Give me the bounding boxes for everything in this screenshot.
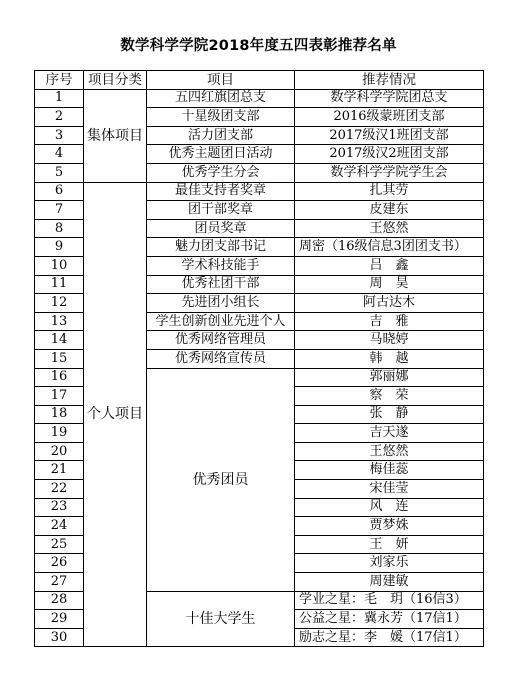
row-recommendation: 数学科学学院学生会 [295,163,484,182]
row-recommendation: 皮建东 [295,201,484,220]
header-item: 项目 [147,71,295,90]
item-top-ten: 十佳大学生 [147,591,295,647]
row-number: 2 [35,108,84,127]
row-number: 22 [35,480,84,499]
row-item: 学生创新创业先进个人 [147,312,295,331]
table-header-row [35,71,484,90]
row-recommendation: 风 连 [295,498,484,517]
row-number: 21 [35,461,84,480]
row-number: 12 [35,294,84,313]
row-item: 活力团支部 [147,126,295,145]
row-number: 1 [35,89,84,108]
row-item: 十星级团支部 [147,108,295,127]
row-item: 优秀社团干部 [147,275,295,294]
row-item: 先进团小组长 [147,294,295,313]
header-category: 项目分类 [84,71,147,90]
row-number: 24 [35,517,84,536]
row-number: 18 [35,405,84,424]
row-recommendation: 励志之星：李 媛（17信1） [295,628,484,647]
row-item: 五四红旗团总支 [147,89,295,108]
row-recommendation: 梅佳蕊 [295,461,484,480]
row-recommendation: 贾梦姝 [295,517,484,536]
row-number: 6 [35,182,84,201]
row-recommendation: 公益之星：冀永芳（17信1） [295,610,484,629]
row-number: 17 [35,387,84,406]
row-number: 10 [35,256,84,275]
row-item: 优秀网络宣传员 [147,349,295,368]
row-number: 26 [35,554,84,573]
category-individual: 个人项目 [84,182,147,647]
row-item: 学术科技能手 [147,256,295,275]
row-recommendation: 周建敏 [295,573,484,592]
row-number: 5 [35,163,84,182]
row-number: 29 [35,610,84,629]
row-recommendation: 吕 鑫 [295,256,484,275]
row-recommendation: 2016级蒙班团支部 [295,108,484,127]
row-number: 11 [35,275,84,294]
row-recommendation: 张 静 [295,405,484,424]
row-recommendation: 王悠然 [295,219,484,238]
row-recommendation: 周密（16级信息3团团支书） [295,238,484,257]
row-recommendation: 2017级汉2班团支部 [295,145,484,164]
row-recommendation: 郭丽娜 [295,368,484,387]
row-number: 9 [35,238,84,257]
row-recommendation: 周 昊 [295,275,484,294]
row-number: 3 [35,126,84,145]
header-recommendation: 推荐情况 [295,71,484,90]
row-recommendation: 学业之星：毛 玥（16信3） [295,591,484,610]
row-recommendation: 察 荣 [295,387,484,406]
category-collective: 集体项目 [84,89,147,182]
row-item: 团干部奖章 [147,201,295,220]
row-recommendation: 扎其劳 [295,182,484,201]
header-number: 序号 [35,71,84,90]
row-item: 团员奖章 [147,219,295,238]
row-recommendation: 吉天遂 [295,424,484,443]
row-number: 25 [35,535,84,554]
row-number: 13 [35,312,84,331]
row-number: 14 [35,331,84,350]
row-item: 优秀主题团日活动 [147,145,295,164]
row-item: 最佳支持者奖章 [147,182,295,201]
row-number: 20 [35,442,84,461]
row-number: 30 [35,628,84,647]
row-number: 4 [35,145,84,164]
recommendation-table [34,70,484,647]
row-recommendation: 2017级汉1班团支部 [295,126,484,145]
table-row [35,89,484,108]
row-number: 23 [35,498,84,517]
row-recommendation: 吉 雅 [295,312,484,331]
row-item: 魅力团支部书记 [147,238,295,257]
row-recommendation: 韩 越 [295,349,484,368]
row-number: 16 [35,368,84,387]
table-row [35,182,484,201]
item-excellent-member: 优秀团员 [147,368,295,591]
row-number: 8 [35,219,84,238]
row-recommendation: 宋佳莹 [295,480,484,499]
row-recommendation: 刘家乐 [295,554,484,573]
row-recommendation: 数学科学学院团总支 [295,89,484,108]
row-number: 7 [35,201,84,220]
row-recommendation: 王 妍 [295,535,484,554]
row-item: 优秀网络管理员 [147,331,295,350]
row-number: 28 [35,591,84,610]
row-number: 15 [35,349,84,368]
document-title: 数学科学学院2018年度五四表彰推荐名单 [120,38,397,54]
row-recommendation: 王悠然 [295,442,484,461]
row-recommendation: 马晓婷 [295,331,484,350]
row-item: 优秀学生分会 [147,163,295,182]
row-number: 19 [35,424,84,443]
row-number: 27 [35,573,84,592]
row-recommendation: 阿古达木 [295,294,484,313]
